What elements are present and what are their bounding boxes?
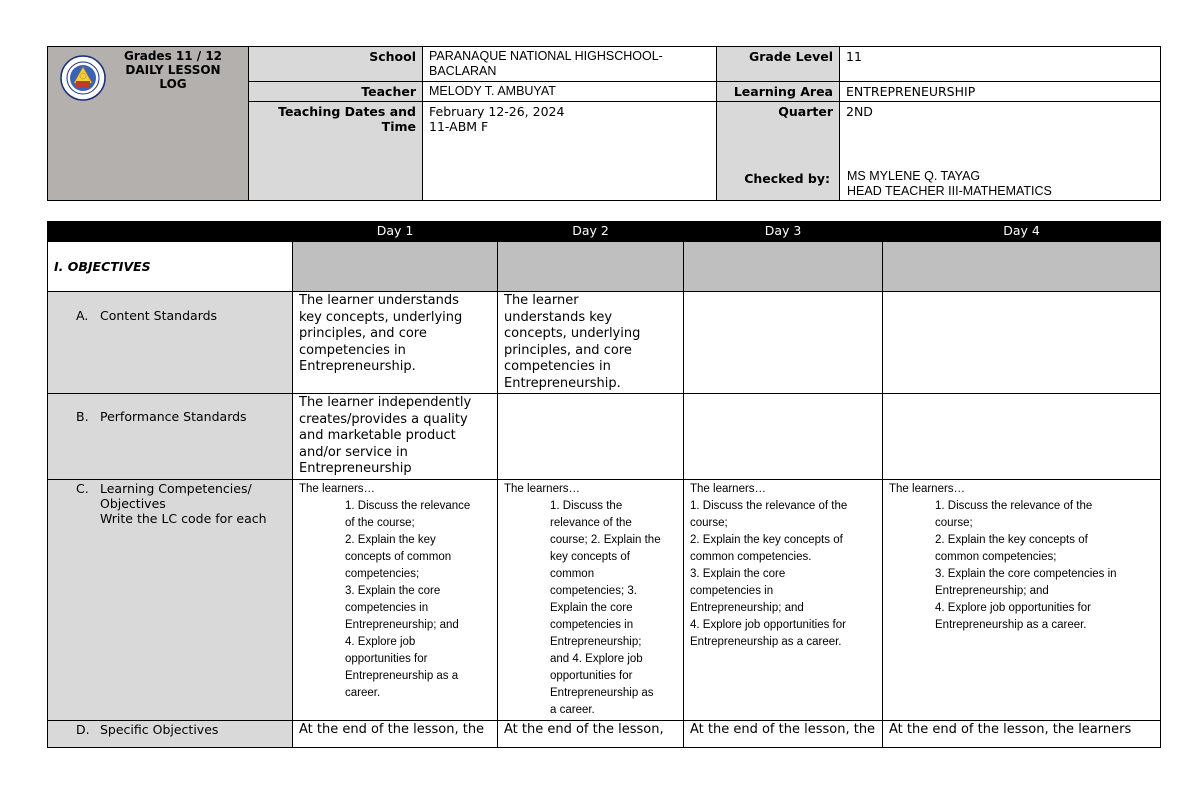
quarter-checked-value-cell bbox=[840, 102, 1161, 201]
day-header: Day 4 bbox=[883, 222, 1161, 242]
learning-competencies-day4: The learners… 1. Discuss the relevance of the course; 2. Explain the key concepts of common competencies; 3. Explain the core competencies in Entrepreneurship; and 4. Explore job opportunities for Entrepreneurship as a career. bbox=[883, 479, 1161, 720]
row-label: Learning Competencies/ Objectives Write the LC code for each bbox=[100, 480, 267, 526]
learning-competencies-day3: The learners… 1. Discuss the relevance of the course; 2. Explain the key concepts of common competencies. 3. Explain the core competencies in Entrepreneurship; and 4. Explore job opportunities for Entrepreneurship as a career. bbox=[684, 479, 883, 720]
learning-competencies-day1: The learners… 1. Discuss the relevance of the course; 2. Explain the key concepts of common competencies; 3. Explain the core competencies in Entrepreneurship; and 4. Explore job opportunities for Entrepreneurship as a career. bbox=[293, 479, 498, 720]
grade-level-label: Grade Level bbox=[717, 47, 840, 82]
content-standards-day1: The learner understands key concepts, underlying principles, and core competencies in Entrepreneurship. bbox=[293, 292, 498, 394]
learning-competencies-day2: The learners… 1. Discuss the relevance of the course; 2. Explain the key concepts of common competencies; 3. Explain the core competencies in Entrepreneurship; and 4. Explore job opportunities for Entrepreneurship as a career. bbox=[498, 479, 684, 720]
section-cell bbox=[293, 242, 498, 292]
dates-label bbox=[249, 102, 423, 201]
teacher-value: MELODY T. AMBUYAT bbox=[423, 82, 717, 102]
quarter-label: Quarter bbox=[778, 104, 833, 119]
checked-by-value bbox=[847, 169, 1052, 199]
performance-standards-day4 bbox=[883, 394, 1161, 480]
checker-title: HEAD TEACHER III-MATHEMATICS bbox=[847, 184, 1052, 198]
performance-standards-day3 bbox=[684, 394, 883, 480]
section-title: I. OBJECTIVES bbox=[48, 242, 293, 292]
learning-competencies-label bbox=[48, 479, 293, 720]
row-letter: D. bbox=[76, 721, 90, 737]
checked-by-label: Checked by: bbox=[744, 171, 830, 186]
objectives-table bbox=[47, 221, 1161, 748]
day-header: Day 2 bbox=[498, 222, 684, 242]
performance-standards-day2 bbox=[498, 394, 684, 480]
performance-standards-day1: The learner independently creates/provides a quality and marketable product and/or service in Entrepreneurship bbox=[293, 394, 498, 480]
day-header-blank bbox=[48, 222, 293, 242]
dates-value-line: 11-ABM F bbox=[429, 119, 489, 134]
section-cell bbox=[684, 242, 883, 292]
row-letter: B. bbox=[76, 409, 89, 424]
specific-objectives-day2: At the end of the lesson, bbox=[498, 720, 684, 747]
school-value-line: BACLARAN bbox=[429, 64, 497, 78]
specific-objectives-day3: At the end of the lesson, the bbox=[684, 720, 883, 747]
dates-value bbox=[423, 102, 717, 201]
quarter-value: 2ND bbox=[846, 104, 873, 119]
dates-value-line: February 12-26, 2024 bbox=[429, 104, 565, 119]
learning-area-label: Learning Area bbox=[717, 82, 840, 102]
section-cell bbox=[498, 242, 684, 292]
school-value bbox=[423, 47, 717, 82]
specific-objectives-day4: At the end of the lesson, the learners bbox=[883, 720, 1161, 747]
title-cell bbox=[48, 47, 249, 201]
specific-objectives-day1: At the end of the lesson, the bbox=[293, 720, 498, 747]
content-standards-day3 bbox=[684, 292, 883, 394]
quarter-checked-label-cell bbox=[717, 102, 840, 201]
grade-level-value: 11 bbox=[840, 47, 1161, 82]
school-label: School bbox=[249, 47, 423, 82]
performance-standards-label bbox=[48, 394, 293, 480]
content-standards-label bbox=[48, 292, 293, 394]
row-letter: C. bbox=[76, 480, 89, 496]
day-header: Day 3 bbox=[684, 222, 883, 242]
dates-label-line: Time bbox=[381, 119, 416, 134]
title-line: LOG bbox=[159, 77, 187, 91]
day-header: Day 1 bbox=[293, 222, 498, 242]
lesson-log-title bbox=[118, 49, 228, 91]
learning-area-value: ENTREPRENEURSHIP bbox=[840, 82, 1161, 102]
title-line: DAILY LESSON bbox=[125, 63, 221, 77]
checker-name: MS MYLENE Q. TAYAG bbox=[847, 169, 981, 183]
specific-objectives-label bbox=[48, 720, 293, 747]
row-letter: A. bbox=[76, 308, 89, 323]
title-line: Grades 11 / 12 bbox=[123, 49, 223, 63]
row-label: Content Standards bbox=[100, 308, 218, 323]
dates-label-line: Teaching Dates and bbox=[278, 104, 416, 119]
section-cell bbox=[883, 242, 1161, 292]
teacher-label: Teacher bbox=[249, 82, 423, 102]
deped-seal-icon bbox=[60, 55, 106, 101]
row-label: Performance Standards bbox=[100, 409, 247, 424]
content-standards-day2: The learner understands key concepts, underlying principles, and core competencies in Entrepreneurship. bbox=[498, 292, 684, 394]
row-label: Specific Objectives bbox=[100, 721, 219, 737]
school-value-line: PARANAQUE NATIONAL HIGHSCHOOL- bbox=[429, 49, 663, 63]
header-table bbox=[47, 46, 1161, 201]
content-standards-day4 bbox=[883, 292, 1161, 394]
